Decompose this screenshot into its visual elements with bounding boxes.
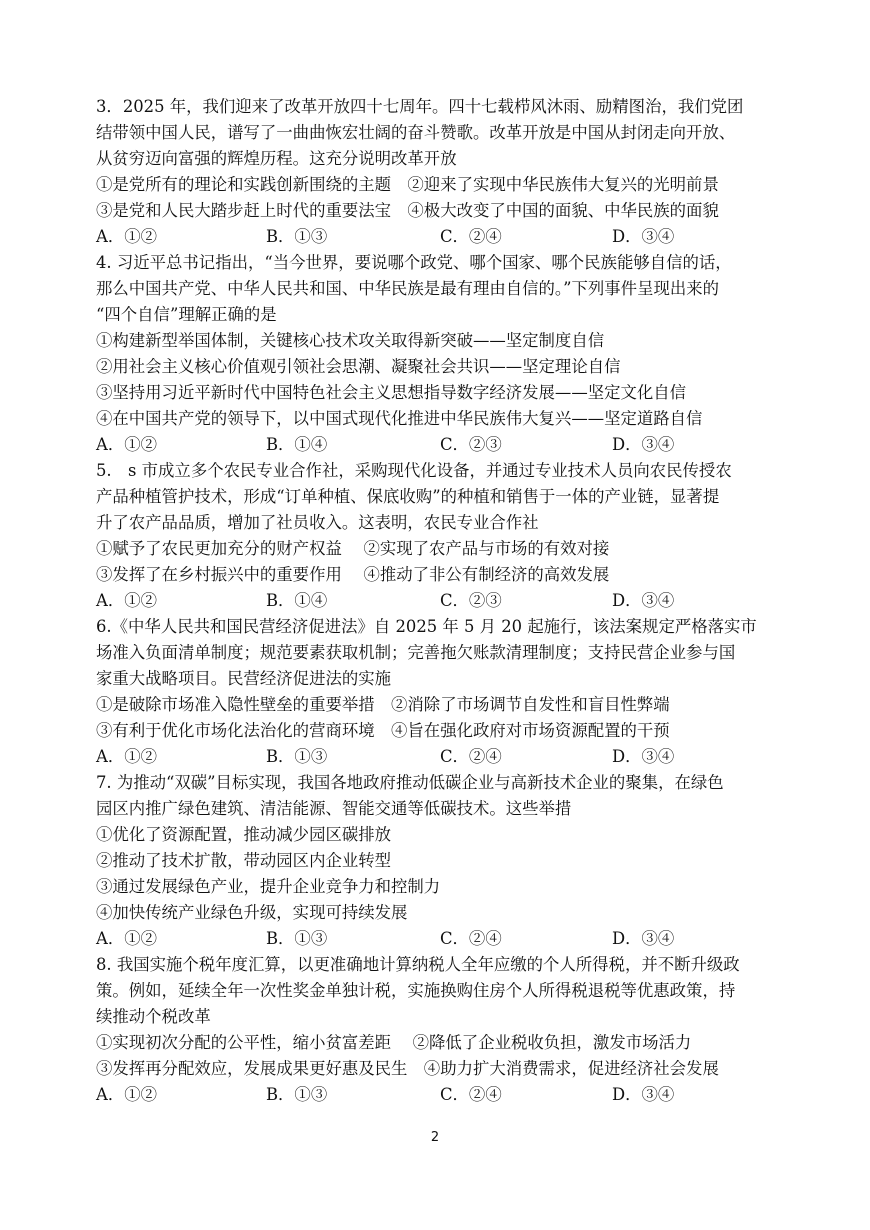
answer-option: A．①② — [96, 591, 158, 610]
answer-options — [96, 744, 786, 770]
answer-option: B．①④ — [266, 591, 328, 610]
answer-option: A．①② — [96, 1085, 158, 1104]
statement-line: ①是党所有的理论和实践创新围绕的主题 ②迎来了实现中华民族伟大复兴的光明前景 — [96, 175, 719, 194]
answer-option: C．②③ — [440, 591, 502, 610]
question-stem-line: 那么中国共产党、中华人民共和国、中华民族是最有理由自信的。”下列事件呈现出来的 — [96, 279, 720, 298]
question-stem-line: 结带领中国人民，谱写了一曲曲恢宏壮阔的奋斗赞歌。改革开放是中国从封闭走向开放、 — [96, 123, 736, 142]
answer-options — [96, 1082, 786, 1108]
answer-option: D．③④ — [612, 435, 675, 454]
statement-line: ①是破除市场准入隐性壁垒的重要举措 ②消除了市场调节自发性和盲目性弊端 — [96, 695, 670, 714]
answer-option: A．①② — [96, 929, 158, 948]
question-block — [96, 94, 786, 250]
question-block — [96, 770, 786, 952]
question-block — [96, 952, 786, 1108]
question-stem-line: 续推动个税改革 — [96, 1007, 211, 1026]
answer-option: D．③④ — [612, 591, 675, 610]
answer-option: B．①③ — [266, 1085, 328, 1104]
question-stem-line: 4. 习近平总书记指出，“当今世界，要说哪个政党、哪个国家、哪个民族能够自信的话， — [96, 253, 732, 272]
question-block — [96, 250, 786, 458]
answer-option: D．③④ — [612, 227, 675, 246]
answer-option: A．①② — [96, 747, 158, 766]
statement-line: ③是党和人民大踏步赶上时代的重要法宝 ④极大改变了中国的面貌、中华民族的面貌 — [96, 201, 719, 220]
statement-line: ③发挥再分配效应，发展成果更好惠及民生 ④助力扩大消费需求，促进经济社会发展 — [96, 1059, 719, 1078]
statement-line: ④加快传统产业绿色升级，实现可持续发展 — [96, 903, 408, 922]
statement-line: ①构建新型举国体制，关键核心技术攻关取得新突破——坚定制度自信 — [96, 331, 605, 350]
statement-line: ③发挥了在乡村振兴中的重要作用 ④推动了非公有制经济的高效发展 — [96, 565, 610, 584]
answer-option: D．③④ — [612, 1085, 675, 1104]
answer-options — [96, 224, 786, 250]
answer-option: D．③④ — [612, 929, 675, 948]
question-stem-line: 家重大战略项目。民营经济促进法的实施 — [96, 669, 392, 688]
question-stem-line: 7. 为推动“双碳”目标实现，我国各地政府推动低碳企业与高新技术企业的聚集，在绿色 — [96, 773, 724, 792]
answer-option: C．②④ — [440, 929, 502, 948]
answer-option: C．②③ — [440, 435, 502, 454]
page-number: 2 — [430, 1130, 440, 1145]
statement-line: ③坚持用习近平新时代中国特色社会主义思想指导数字经济发展——坚定文化自信 — [96, 383, 687, 402]
question-stem-line: 8. 我国实施个税年度汇算，以更准确地计算纳税人全年应缴的个人所得税，并不断升级政 — [96, 955, 740, 974]
statement-line: ①优化了资源配置，推动减少园区碳排放 — [96, 825, 392, 844]
answer-options — [96, 432, 786, 458]
question-list — [96, 94, 786, 1108]
statement-line: ②推动了技术扩散，带动园区内企业转型 — [96, 851, 392, 870]
statement-line: ③通过发展绿色产业，提升企业竞争力和控制力 — [96, 877, 441, 896]
question-stem-line: 策。例如，延续全年一次性奖金单独计税，实施换购住房个人所得税退税等优惠政策，持 — [96, 981, 736, 1000]
question-block — [96, 614, 786, 770]
answer-options — [96, 588, 786, 614]
answer-option: B．①④ — [266, 435, 328, 454]
answer-options — [96, 926, 786, 952]
statement-line: ③有利于优化市场化法治化的营商环境 ④旨在强化政府对市场资源配置的干预 — [96, 721, 670, 740]
question-stem-line: 园区内推广绿色建筑、清洁能源、智能交通等低碳技术。这些举措 — [96, 799, 572, 818]
answer-option: C．②④ — [440, 227, 502, 246]
answer-option: B．①③ — [266, 929, 328, 948]
statement-line: ①实现初次分配的公平性，缩小贫富差距 ②降低了企业税收负担，激发市场活力 — [96, 1033, 692, 1052]
question-stem-line: 场准入负面清单制度；规范要素获取机制；完善拖欠账款清理制度；支持民营企业参与国 — [96, 643, 736, 662]
statement-line: ①赋予了农民更加充分的财产权益 ②实现了农产品与市场的有效对接 — [96, 539, 610, 558]
question-stem-line: 6.《中华人民共和国民营经济促进法》自 2025 年 5 月 20 起施行，该法案规定严格落实市 — [96, 617, 757, 636]
answer-option: C．②④ — [440, 1085, 502, 1104]
question-stem-line: 3．2025 年，我们迎来了改革开放四十七周年。四十七载栉风沐雨、励精图治，我们党团 — [96, 97, 744, 116]
question-stem-line: “四个自信”理解正确的是 — [96, 305, 277, 324]
question-block — [96, 458, 786, 614]
answer-option: D．③④ — [612, 747, 675, 766]
answer-option: A．①② — [96, 227, 158, 246]
question-stem-line: 从贫穷迈向富强的辉煌历程。这充分说明改革开放 — [96, 149, 457, 168]
statement-line: ④在中国共产党的领导下，以中国式现代化推进中华民族伟大复兴——坚定道路自信 — [96, 409, 703, 428]
answer-option: A．①② — [96, 435, 158, 454]
question-stem-line: 升了农产品品质，增加了社员收入。这表明，农民专业合作社 — [96, 513, 539, 532]
answer-option: C．②④ — [440, 747, 502, 766]
answer-option: B．①③ — [266, 747, 328, 766]
question-stem-line: 5. s 市成立多个农民专业合作社，采购现代化设备，并通过专业技术人员向农民传授农 — [96, 461, 732, 480]
answer-option: B．①③ — [266, 227, 328, 246]
statement-line: ②用社会主义核心价值观引领社会思潮、凝聚社会共识——坚定理论自信 — [96, 357, 621, 376]
question-stem-line: 产品种植管护技术，形成“订单种植、保底收购”的种植和销售于一体的产业链，显著提 — [96, 487, 720, 506]
